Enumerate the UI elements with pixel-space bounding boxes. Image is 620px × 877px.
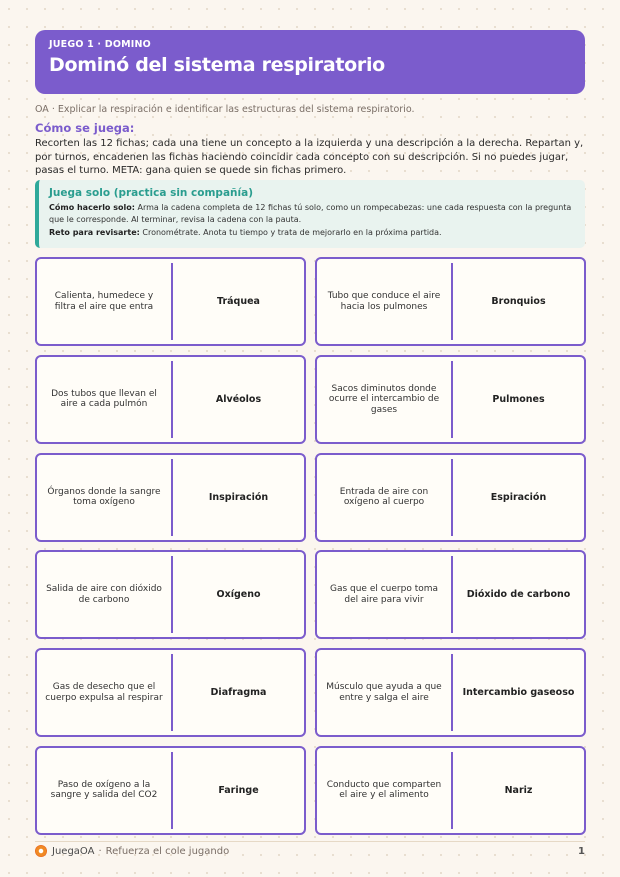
domino-card (35, 355, 306, 444)
domino-card (35, 648, 306, 737)
footer-separator: · (98, 845, 102, 857)
how-to-play-heading: Cómo se juega: (35, 121, 135, 135)
solo-play-heading: Juega solo (practica sin compañía) (49, 187, 253, 199)
card-concept: Espiración (490, 491, 547, 503)
card-description: Gas de desecho que el cuerpo expulsa al respirar (45, 682, 163, 703)
card-concept: Alvéolos (215, 393, 262, 405)
domino-card (35, 257, 306, 346)
solo-how-line (49, 202, 575, 226)
brand-logo-icon (35, 845, 47, 857)
card-description: Gas que el cuerpo toma del aire para vivir (329, 584, 439, 605)
page-number: 1 (578, 845, 585, 857)
card-description: Órganos donde la sangre toma oxígeno (47, 486, 161, 508)
card-description: Sacos diminutos donde ocurre el intercambio de gases (328, 383, 440, 415)
solo-how-label: Cómo hacerlo solo: (49, 203, 135, 212)
card-concept: Oxígeno (216, 589, 261, 601)
solo-challenge-line (49, 227, 575, 239)
card-concept: Nariz (504, 784, 533, 796)
card-description: Calienta, humedece y filtra el aire que entra (54, 291, 154, 312)
card-description: Entrada de aire con oxígeno al cuerpo (339, 486, 429, 508)
card-description: Paso de oxígeno a la sangre y salida del CO2 (50, 779, 158, 801)
domino-card (315, 257, 586, 346)
footer-tagline: Refuerza el cole jugando (105, 845, 230, 857)
page-title: Dominó del sistema respiratorio (49, 54, 385, 76)
solo-challenge-label: Reto para revisarte: (49, 228, 140, 237)
domino-card (35, 453, 306, 542)
domino-card (35, 550, 306, 639)
footer-brand: JuegaOA (52, 845, 95, 857)
domino-card (315, 746, 586, 835)
card-concept: Tráquea (217, 296, 260, 307)
domino-card (35, 746, 306, 835)
domino-card (315, 550, 586, 639)
learning-objective: OA · Explicar la respiración e identificar las estructuras del sistema respiratorio. (35, 104, 415, 115)
card-concept: Diafragma (210, 687, 267, 699)
domino-card (315, 453, 586, 542)
card-description: Tubo que conduce el aire hacia los pulmones (327, 291, 441, 312)
card-description: Salida de aire con dióxido de carbono (46, 584, 162, 605)
domino-card (315, 648, 586, 737)
how-to-play-text: Recorten las 12 fichas; cada una tiene un concepto a la izquierda y una descripción a la derecha. Repartan y, por turnos, encadenen las fichas haciendo coincidir cada concepto con su descripción. Si no puedes jugar, pasas el turno. META: gana quien se quede sin fichas primero. (35, 138, 584, 176)
card-concept: Faringe (218, 784, 259, 796)
card-concept: Pulmones (492, 393, 545, 405)
page-footer (35, 843, 585, 859)
title-banner (35, 30, 585, 94)
card-description: Dos tubos que llevan el aire a cada pulmón (51, 388, 157, 410)
solo-play-box (35, 180, 585, 248)
game-kicker: JUEGO 1 · DOMINO (49, 39, 151, 50)
card-concept: Inspiración (208, 491, 269, 503)
solo-challenge-text: Cronométrate. Anota tu tiempo y trata de mejorarlo en la próxima partida. (142, 228, 442, 237)
card-description: Conducto que comparten el aire y el alimento (326, 779, 442, 801)
card-concept: Dióxido de carbono (466, 589, 571, 601)
domino-card (315, 355, 586, 444)
domino-cards-grid (35, 257, 586, 835)
footer-divider (35, 841, 585, 842)
solo-how-text: Arma la cadena completa de 12 fichas tú solo, como un rompecabezas: une cada respuesta con la pregunta que le corresponde. Al terminar, revisa la cadena con la pauta. (49, 203, 572, 224)
card-description: Músculo que ayuda a que entre y salga el aire (326, 682, 442, 703)
card-concept: Intercambio gaseoso (462, 687, 575, 699)
card-concept: Bronquios (491, 296, 546, 307)
